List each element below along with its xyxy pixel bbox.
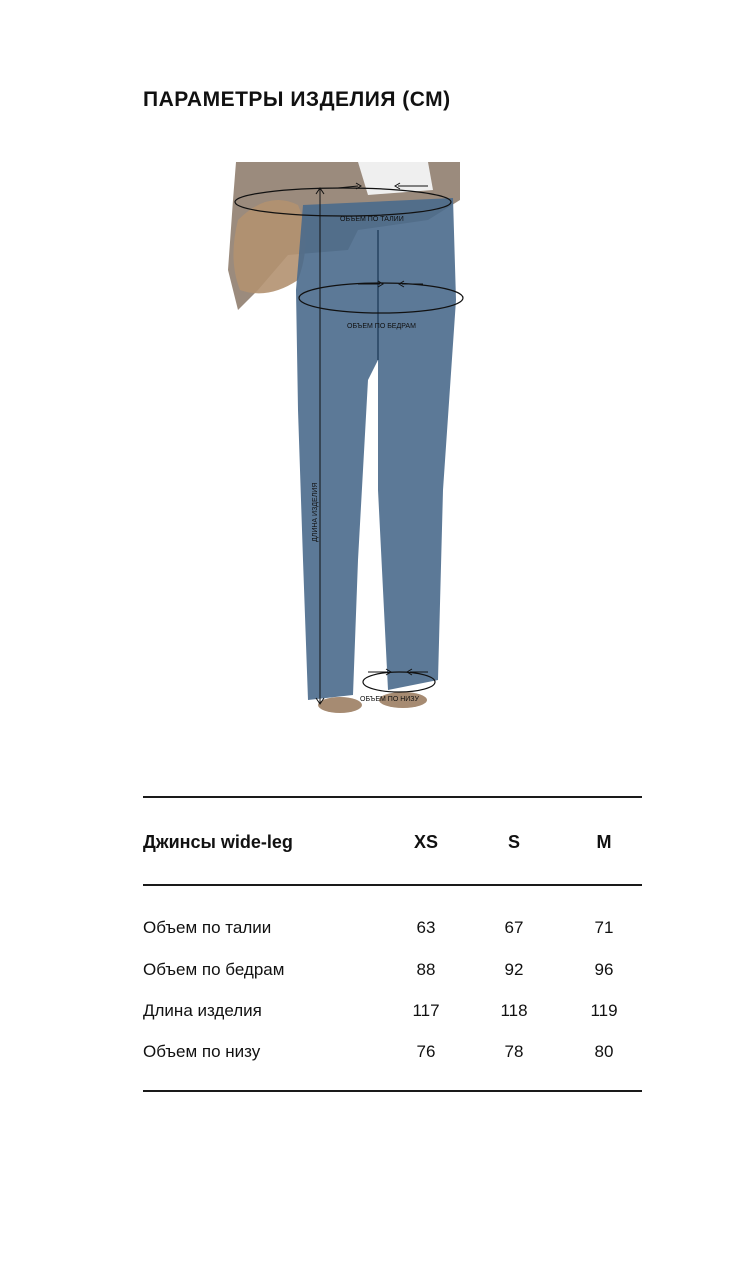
- cell-value: 117: [412, 1001, 440, 1020]
- length-label: ДЛИНА ИЗДЕЛИЯ: [312, 482, 319, 542]
- cell-value: 96: [594, 960, 614, 979]
- row-label: Объем по бедрам: [143, 960, 285, 979]
- table-header-rule: [143, 884, 642, 886]
- cell-value: 92: [504, 960, 524, 979]
- size-s: S: [507, 832, 520, 852]
- table-row: [143, 918, 642, 942]
- row-label: Объем по низу: [143, 1042, 261, 1061]
- cell-value: 118: [500, 1001, 528, 1020]
- cell-value: 80: [594, 1042, 614, 1061]
- table-row: [143, 1042, 642, 1066]
- jeans-measurement-diagram: [228, 160, 468, 720]
- size-xs: XS: [413, 832, 438, 852]
- cell-value: 119: [590, 1001, 618, 1020]
- table-top-rule: [143, 796, 642, 798]
- table-row: [143, 1001, 642, 1025]
- page-title: ПАРАМЕТРЫ ИЗДЕЛИЯ (СМ): [143, 88, 451, 111]
- cell-value: 71: [594, 918, 614, 937]
- cell-value: 63: [416, 918, 436, 937]
- cell-value: 78: [504, 1042, 524, 1061]
- row-label: Длина изделия: [143, 1001, 262, 1020]
- row-label: Объем по талии: [143, 918, 272, 937]
- size-m: M: [596, 832, 612, 852]
- table-header-row: [143, 832, 642, 856]
- hem-label: ОБЪЕМ ПО НИЗУ: [360, 696, 419, 703]
- table-bottom-rule: [143, 1090, 642, 1092]
- table-row: [143, 960, 642, 984]
- cell-value: 88: [416, 960, 436, 979]
- cell-value: 76: [416, 1042, 436, 1061]
- hips-label: ОБЪЕМ ПО БЕДРАМ: [347, 323, 416, 330]
- cell-value: 67: [504, 918, 524, 937]
- product-name: Джинсы wide-leg: [143, 832, 293, 852]
- waist-label: ОБЪЕМ ПО ТАЛИИ: [340, 216, 404, 223]
